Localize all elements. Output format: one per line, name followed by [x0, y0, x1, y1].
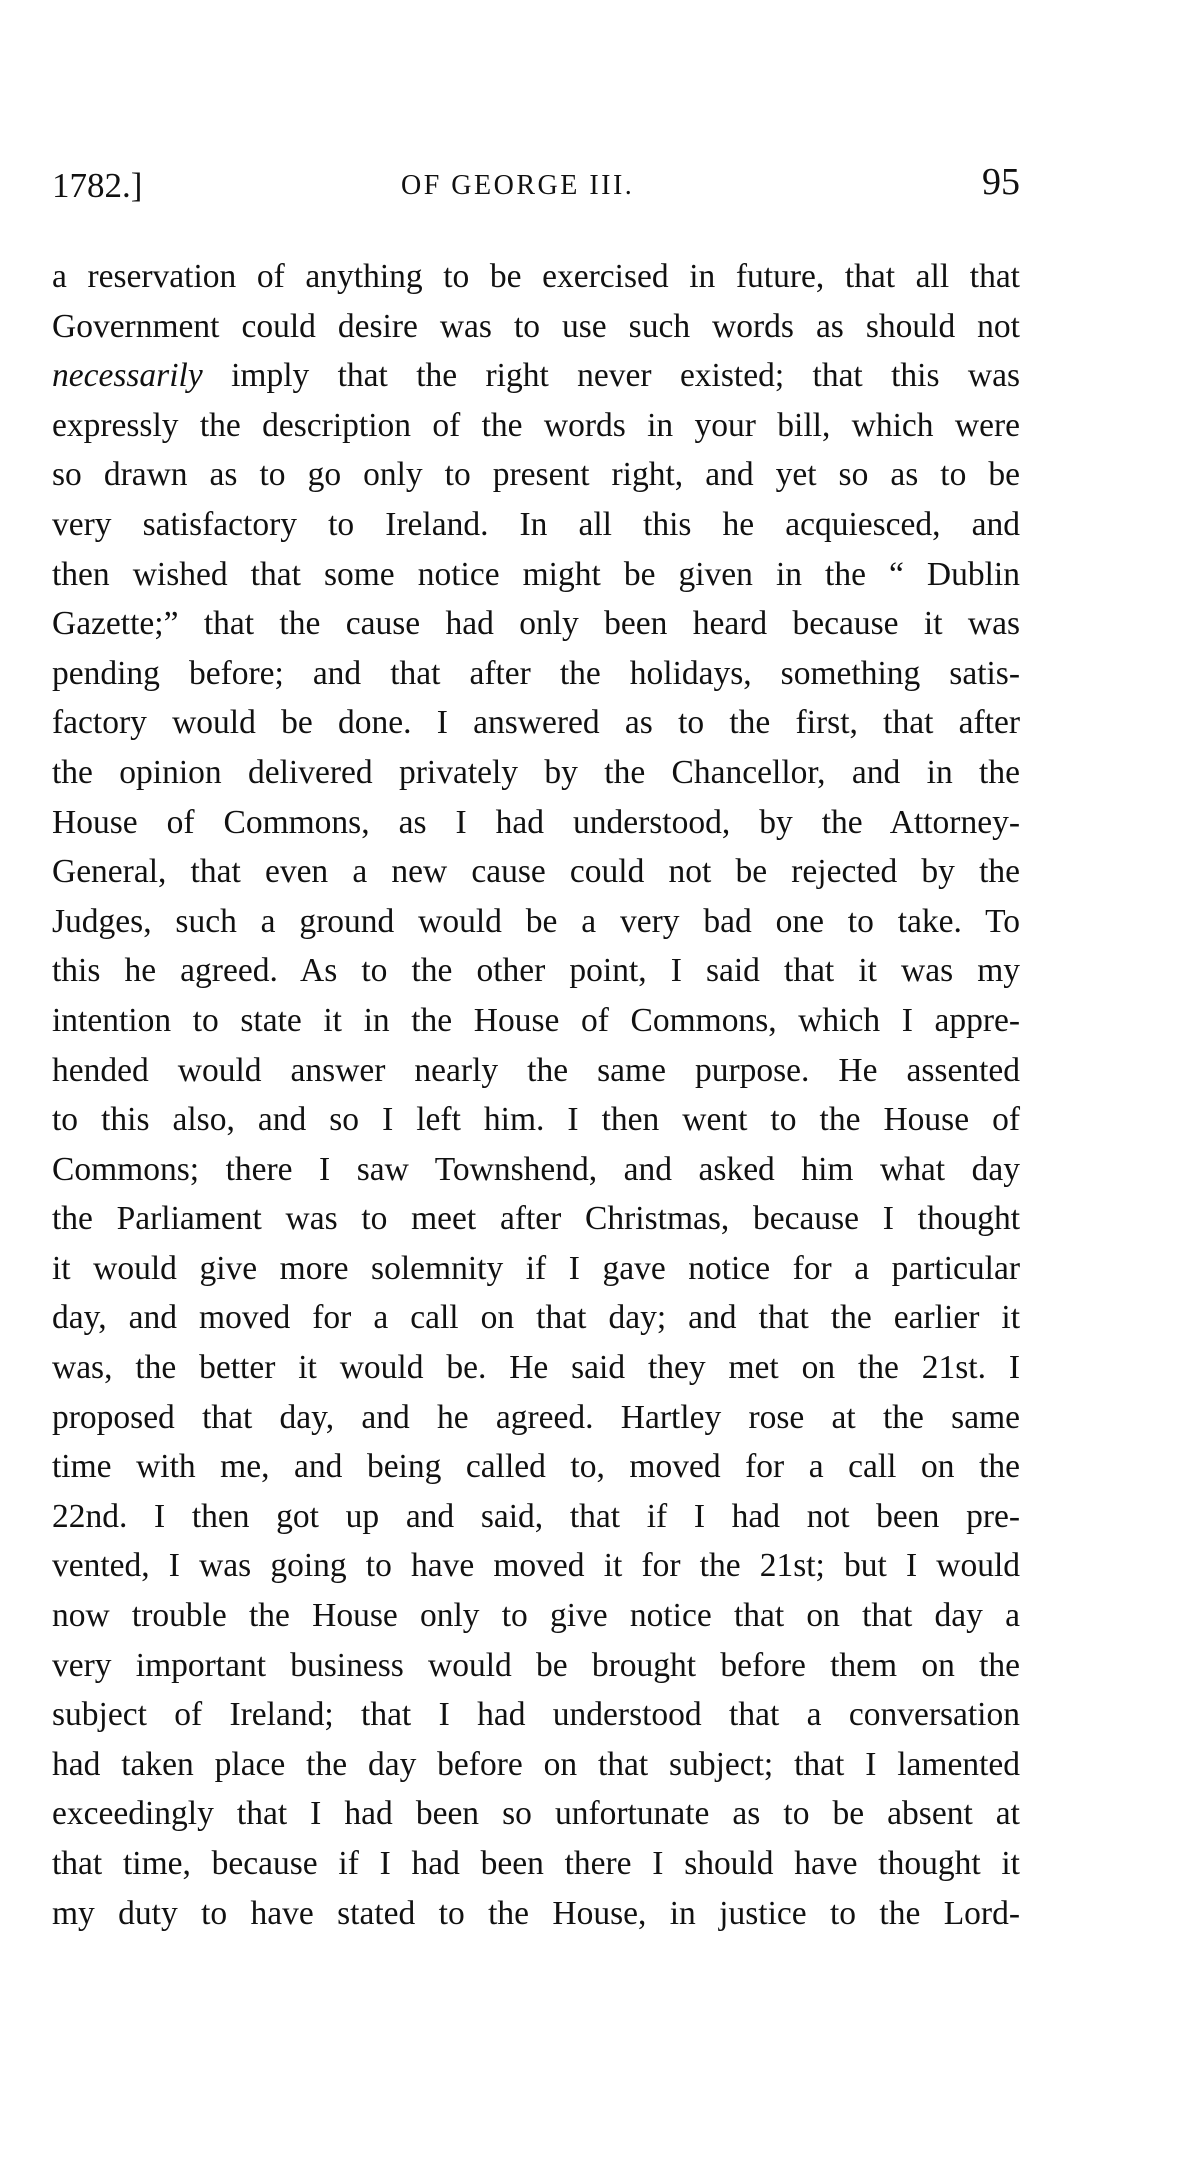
text-segment: Government could desire was to use such words as should not [52, 307, 1020, 345]
text-segment: intention to state it in the House of Commons, which I appre- [52, 1001, 1020, 1039]
text-line [52, 1641, 1020, 1691]
text-segment: now trouble the House only to give notice that on that day a [52, 1597, 1020, 1635]
text-segment: day, and moved for a call on that day; and that the earlier it [52, 1299, 1020, 1337]
text-line [52, 1690, 1020, 1740]
text-line [52, 897, 1020, 947]
body-text [52, 252, 1020, 1938]
text-line [52, 1244, 1020, 1294]
text-segment: expressly the description of the words in your bill, which were [52, 406, 1020, 444]
text-segment: subject of Ireland; that I had understood that a conversation [52, 1696, 1020, 1734]
text-segment: had taken place the day before on that subject; that I lamented [52, 1745, 1020, 1783]
text-line [52, 1442, 1020, 1492]
year-heading: 1782.] [52, 166, 143, 205]
text-line [52, 302, 1020, 352]
text-segment: the opinion delivered privately by the Chancellor, and in the [52, 753, 1020, 791]
text-line [52, 1789, 1020, 1839]
text-line [52, 649, 1020, 699]
text-segment: Commons; there I saw Townshend, and asked him what day [52, 1150, 1020, 1188]
text-line [52, 1293, 1020, 1343]
text-segment: time with me, and being called to, moved for a call on the [52, 1448, 1020, 1486]
text-segment: it would give more solemnity if I gave notice for a particular [52, 1249, 1020, 1287]
text-segment: very satisfactory to Ireland. In all this he acquiesced, and [52, 505, 1020, 543]
text-segment: exceedingly that I had been so unfortunate as to be absent at [52, 1795, 1020, 1833]
text-line [52, 550, 1020, 600]
text-line [52, 946, 1020, 996]
text-line [52, 351, 1020, 401]
text-segment: Judges, such a ground would be a very bad one to take. To [52, 902, 1020, 940]
text-segment: imply that the right never existed; that this was [202, 357, 1020, 395]
text-line [52, 1145, 1020, 1195]
text-segment: pending before; and that after the holidays, something satis- [52, 654, 1020, 692]
text-line [52, 1541, 1020, 1591]
text-line [52, 1889, 1020, 1939]
text-segment: proposed that day, and he agreed. Hartley rose at the same [52, 1398, 1020, 1436]
text-segment: House of Commons, as I had understood, by the Attorney- [52, 803, 1020, 841]
text-line [52, 748, 1020, 798]
text-line [52, 1492, 1020, 1542]
text-line [52, 1343, 1020, 1393]
text-line [52, 500, 1020, 550]
text-line [52, 1046, 1020, 1096]
text-line [52, 450, 1020, 500]
text-segment: factory would be done. I answered as to the first, that after [52, 704, 1020, 742]
text-segment: was, the better it would be. He said they met on the 21st. I [52, 1349, 1020, 1387]
text-line [52, 1194, 1020, 1244]
text-line [52, 401, 1020, 451]
text-segment: hended would answer nearly the same purpose. He assented [52, 1051, 1020, 1089]
text-line [52, 698, 1020, 748]
italic-text: necessarily [52, 357, 203, 395]
text-segment: very important business would be brought before them on the [52, 1646, 1020, 1684]
text-segment: a reservation of anything to be exercised in future, that all that [52, 258, 1020, 295]
text-line [52, 1393, 1020, 1443]
page-number: 95 [982, 161, 1020, 203]
text-segment: to this also, and so I left him. I then went to the House of [52, 1101, 1020, 1139]
text-line [52, 252, 1020, 302]
text-segment: 22nd. I then got up and said, that if I had not been pre- [52, 1497, 1020, 1535]
text-segment: Gazette;” that the cause had only been heard because it was [52, 605, 1020, 643]
text-line [52, 599, 1020, 649]
running-head [52, 160, 1020, 210]
text-segment: the Parliament was to meet after Christmas, because I thought [52, 1200, 1020, 1238]
text-line [52, 847, 1020, 897]
text-segment: then wished that some notice might be given in the “ Dublin [52, 555, 1020, 593]
text-segment: so drawn as to go only to present right, and yet so as to be [52, 456, 1020, 494]
text-line [52, 996, 1020, 1046]
text-segment: General, that even a new cause could not be rejected by the [52, 853, 1020, 891]
text-segment: that time, because if I had been there I should have thought it [52, 1845, 1020, 1882]
text-line [52, 1591, 1020, 1641]
text-line [52, 798, 1020, 848]
text-line [52, 1740, 1020, 1790]
chapter-title: OF GEORGE III. [401, 170, 635, 201]
text-segment: my duty to have stated to the House, in justice to the Lord- [52, 1894, 1020, 1932]
text-segment: vented, I was going to have moved it for the 21st; but I would [52, 1547, 1020, 1585]
text-line [52, 1095, 1020, 1145]
text-line [52, 1839, 1020, 1889]
text-segment: this he agreed. As to the other point, I said that it was my [52, 952, 1020, 990]
